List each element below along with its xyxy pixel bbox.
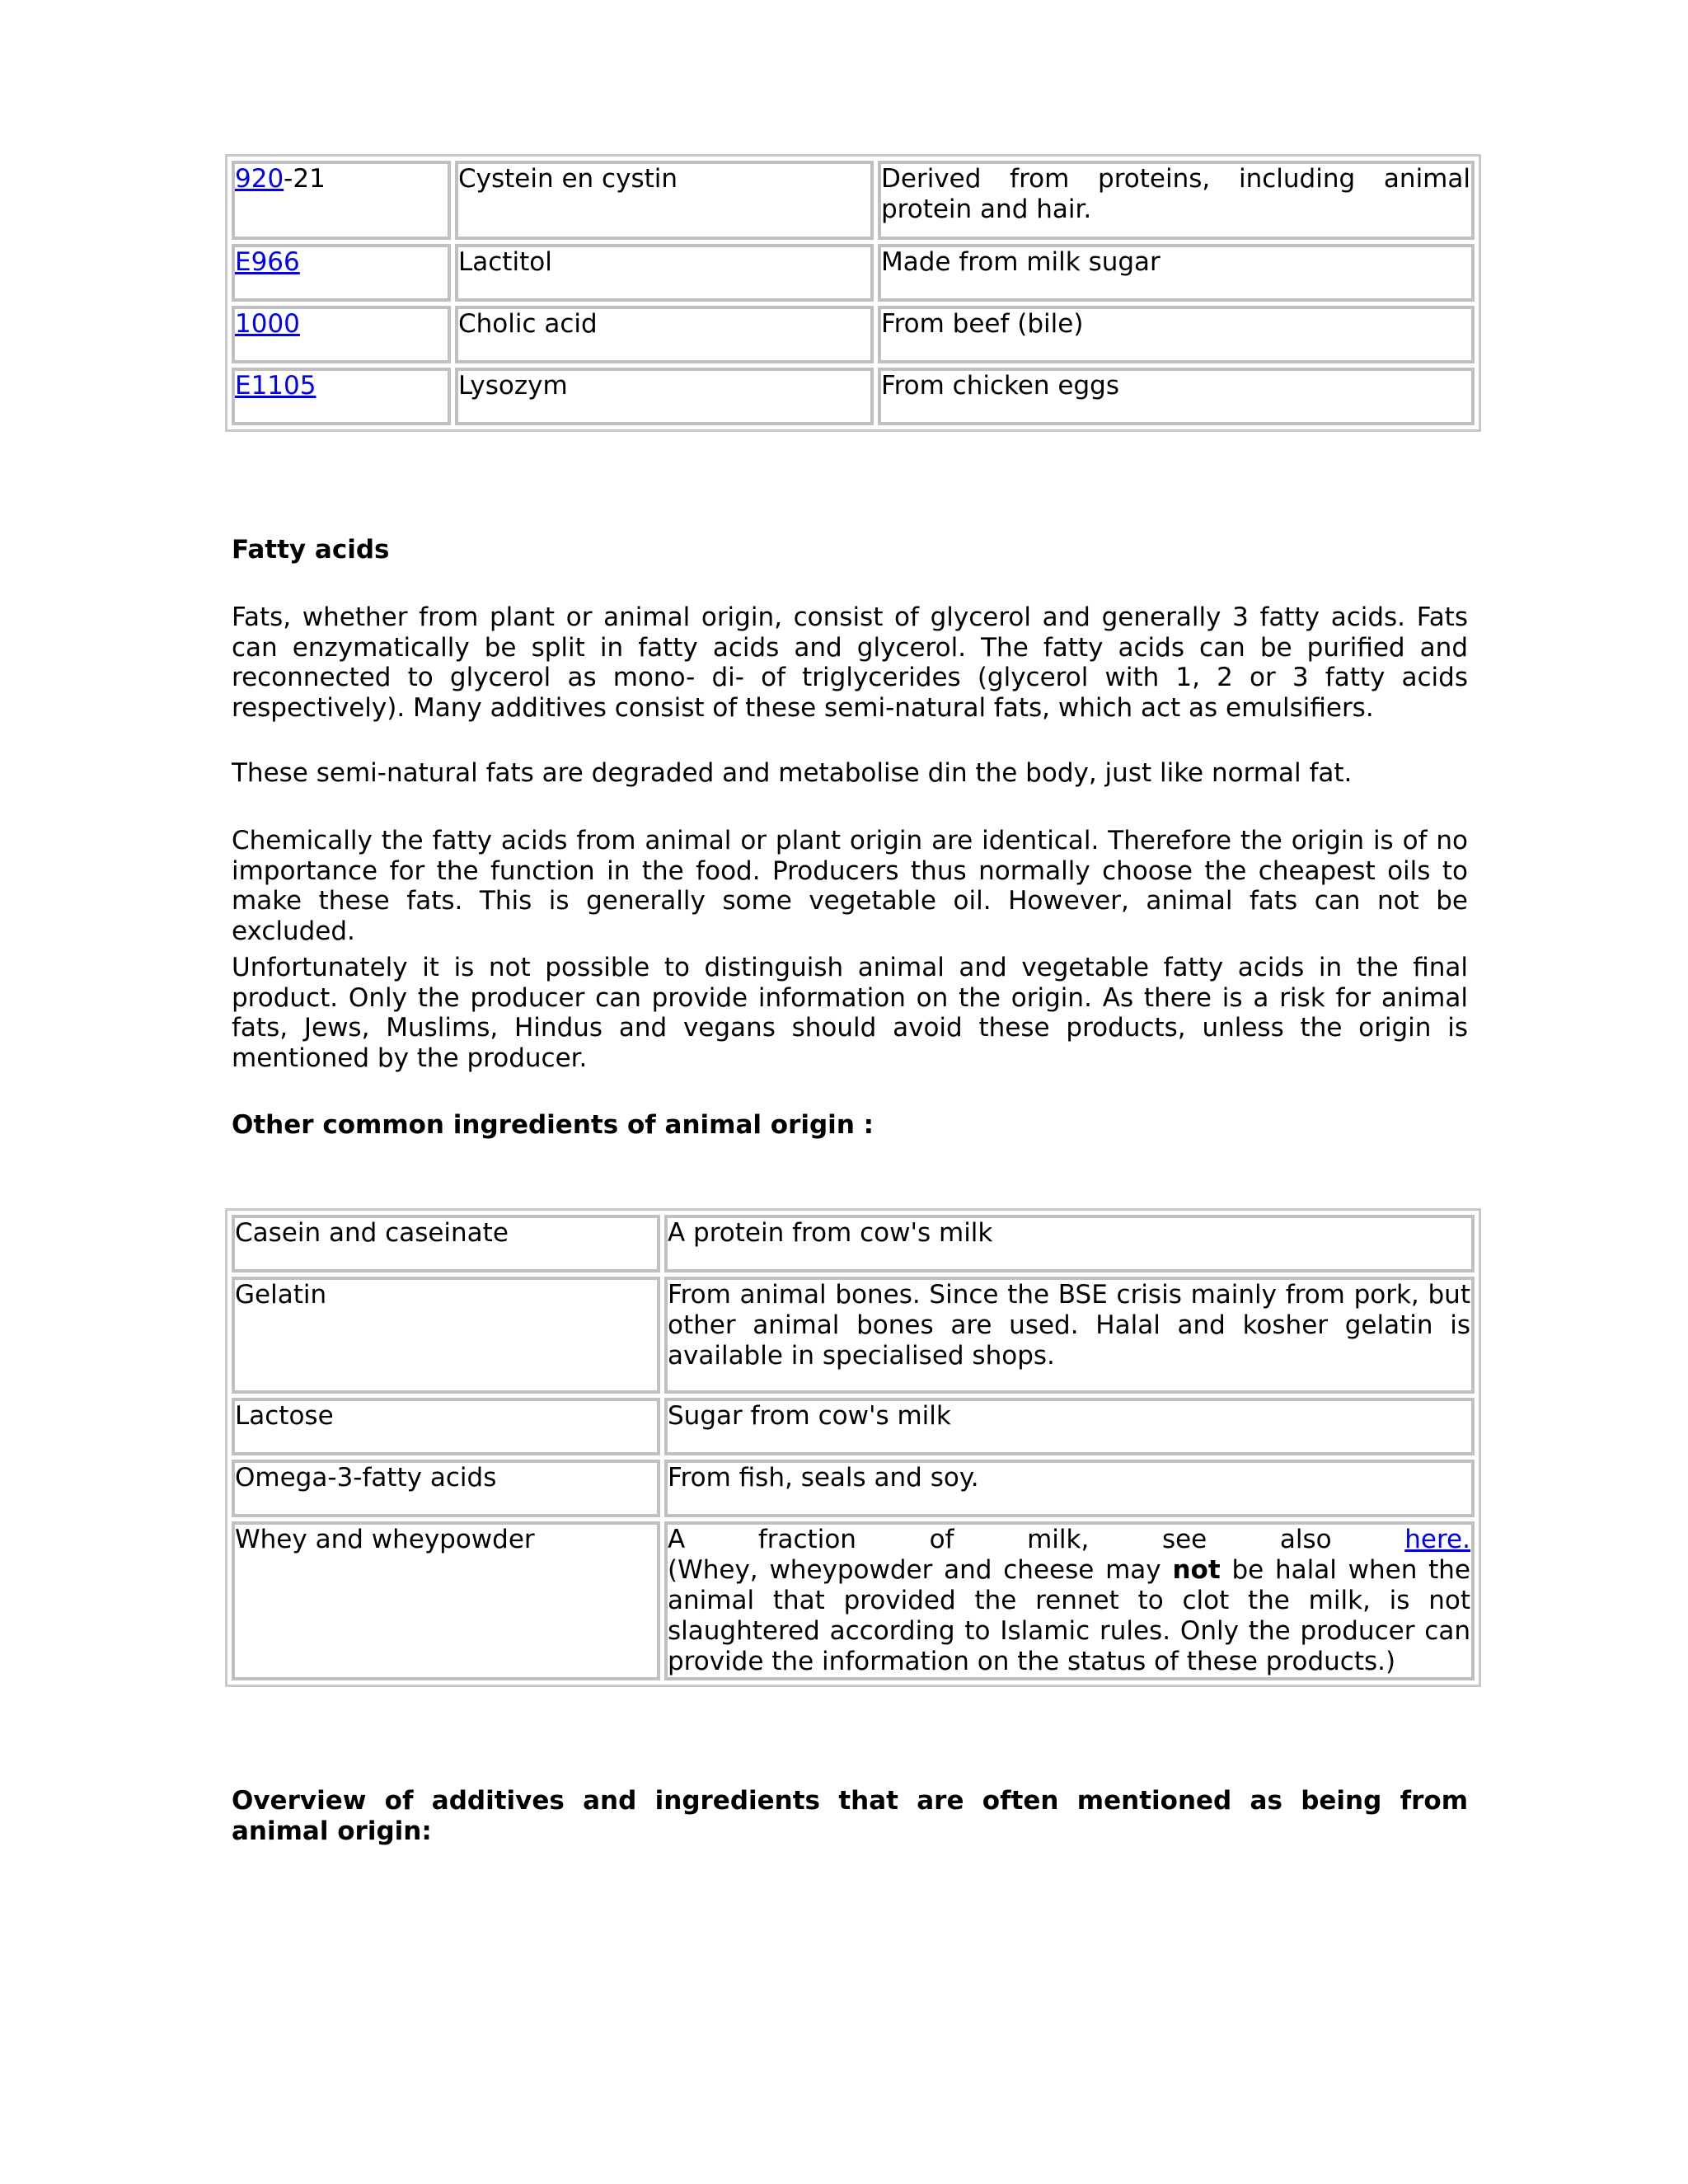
table-row [232, 1215, 1475, 1272]
fatty-acids-paragraph: Chemically the fatty acids from animal or plant origin are identical. Therefore the origin is of no importance for the function in the food. Producers thus normally choose the cheapest oils to make these fats. This is generally some vegetable oil. However, animal fats can not be excluded. [232, 826, 1468, 946]
other-ingredients-heading: Other common ingredients of animal origin : [232, 1110, 874, 1140]
whey-text-after: be halal when the animal that provided the rennet to clot the milk, is not slaughtered according to Islamic rules. Only the producer can provide the information on the status of these products.) [668, 1555, 1471, 1676]
ingredient-description-cell: From fish, seals and soy. [664, 1460, 1475, 1517]
whey-details [668, 1555, 1470, 1677]
overview-heading: Overview of additives and ingredients that are often mentioned as being from animal origin: [232, 1786, 1468, 1846]
ingredient-description-cell: A protein from cow's milk [664, 1215, 1475, 1272]
code-cell [232, 368, 451, 425]
description-cell: From chicken eggs [878, 368, 1475, 425]
ingredients-table [225, 1208, 1481, 1687]
additive-code-link[interactable]: 1000 [235, 309, 300, 339]
code-cell [232, 244, 451, 302]
table-row [232, 1398, 1475, 1455]
table-row [232, 1460, 1475, 1517]
whey-text-before: (Whey, wheypowder and cheese may [668, 1555, 1161, 1585]
fatty-acids-heading: Fatty acids [232, 535, 390, 565]
name-cell: Cholic acid [455, 306, 874, 363]
code-cell [232, 161, 451, 240]
ingredient-name-cell: Omega-3-fatty acids [232, 1460, 660, 1517]
whey-first-line-text: A fraction of milk, see also [668, 1525, 1332, 1554]
additive-code-link[interactable]: E1105 [235, 371, 316, 401]
name-cell: Lysozym [455, 368, 874, 425]
ingredient-name-cell: Whey and wheypowder [232, 1521, 660, 1680]
ingredient-description-cell: From animal bones. Since the BSE crisis mainly from pork, but other animal bones are used. Halal and kosher gelatin is available in specialised shops. [664, 1277, 1475, 1394]
ingredient-name-cell: Casein and caseinate [232, 1215, 660, 1272]
description-cell: Made from milk sugar [878, 244, 1475, 302]
table-row [232, 244, 1475, 302]
ingredient-name-cell: Lactose [232, 1398, 660, 1455]
additives-table [225, 154, 1481, 432]
name-cell: Lactitol [455, 244, 874, 302]
whey-bold-not: not [1172, 1555, 1221, 1585]
code-cell [232, 306, 451, 363]
table-row [232, 368, 1475, 425]
description-cell: From beef (bile) [878, 306, 1475, 363]
ingredient-name-cell: Gelatin [232, 1277, 660, 1394]
whey-first-line [668, 1525, 1470, 1555]
ingredient-description-cell [664, 1521, 1475, 1680]
fatty-acids-paragraph: These semi-natural fats are degraded and metabolise din the body, just like normal fat. [232, 758, 1353, 788]
additive-code-link[interactable]: 920 [235, 164, 284, 194]
table-row [232, 306, 1475, 363]
table-row [232, 1521, 1475, 1680]
fatty-acids-paragraph: Unfortunately it is not possible to distinguish animal and vegetable fatty acids in the final product. Only the producer can provide information on the origin. As there is a risk for animal fats, Jews, Muslims, Hindus and vegans should avoid these products, unless the origin is mentioned by the producer. [232, 953, 1468, 1073]
additive-code-link[interactable]: E966 [235, 247, 300, 277]
table-row [232, 161, 1475, 240]
table-row [232, 1277, 1475, 1394]
description-cell: Derived from proteins, including animal protein and hair. [878, 161, 1475, 240]
ingredient-description-cell: Sugar from cow's milk [664, 1398, 1475, 1455]
additive-code-suffix: -21 [284, 164, 326, 194]
here-link[interactable]: here. [1404, 1525, 1470, 1554]
fatty-acids-paragraph: Fats, whether from plant or animal origin, consist of glycerol and generally 3 fatty acids. Fats can enzymatically be split in fatty acids and glycerol. The fatty acids can be purified and reconnected to glycerol as mono- di- of triglycerides (glycerol with 1, 2 or 3 fatty acids respectively). Many additives consist of these semi-natural fats, which act as emulsifiers. [232, 602, 1468, 723]
name-cell: Cystein en cystin [455, 161, 874, 240]
